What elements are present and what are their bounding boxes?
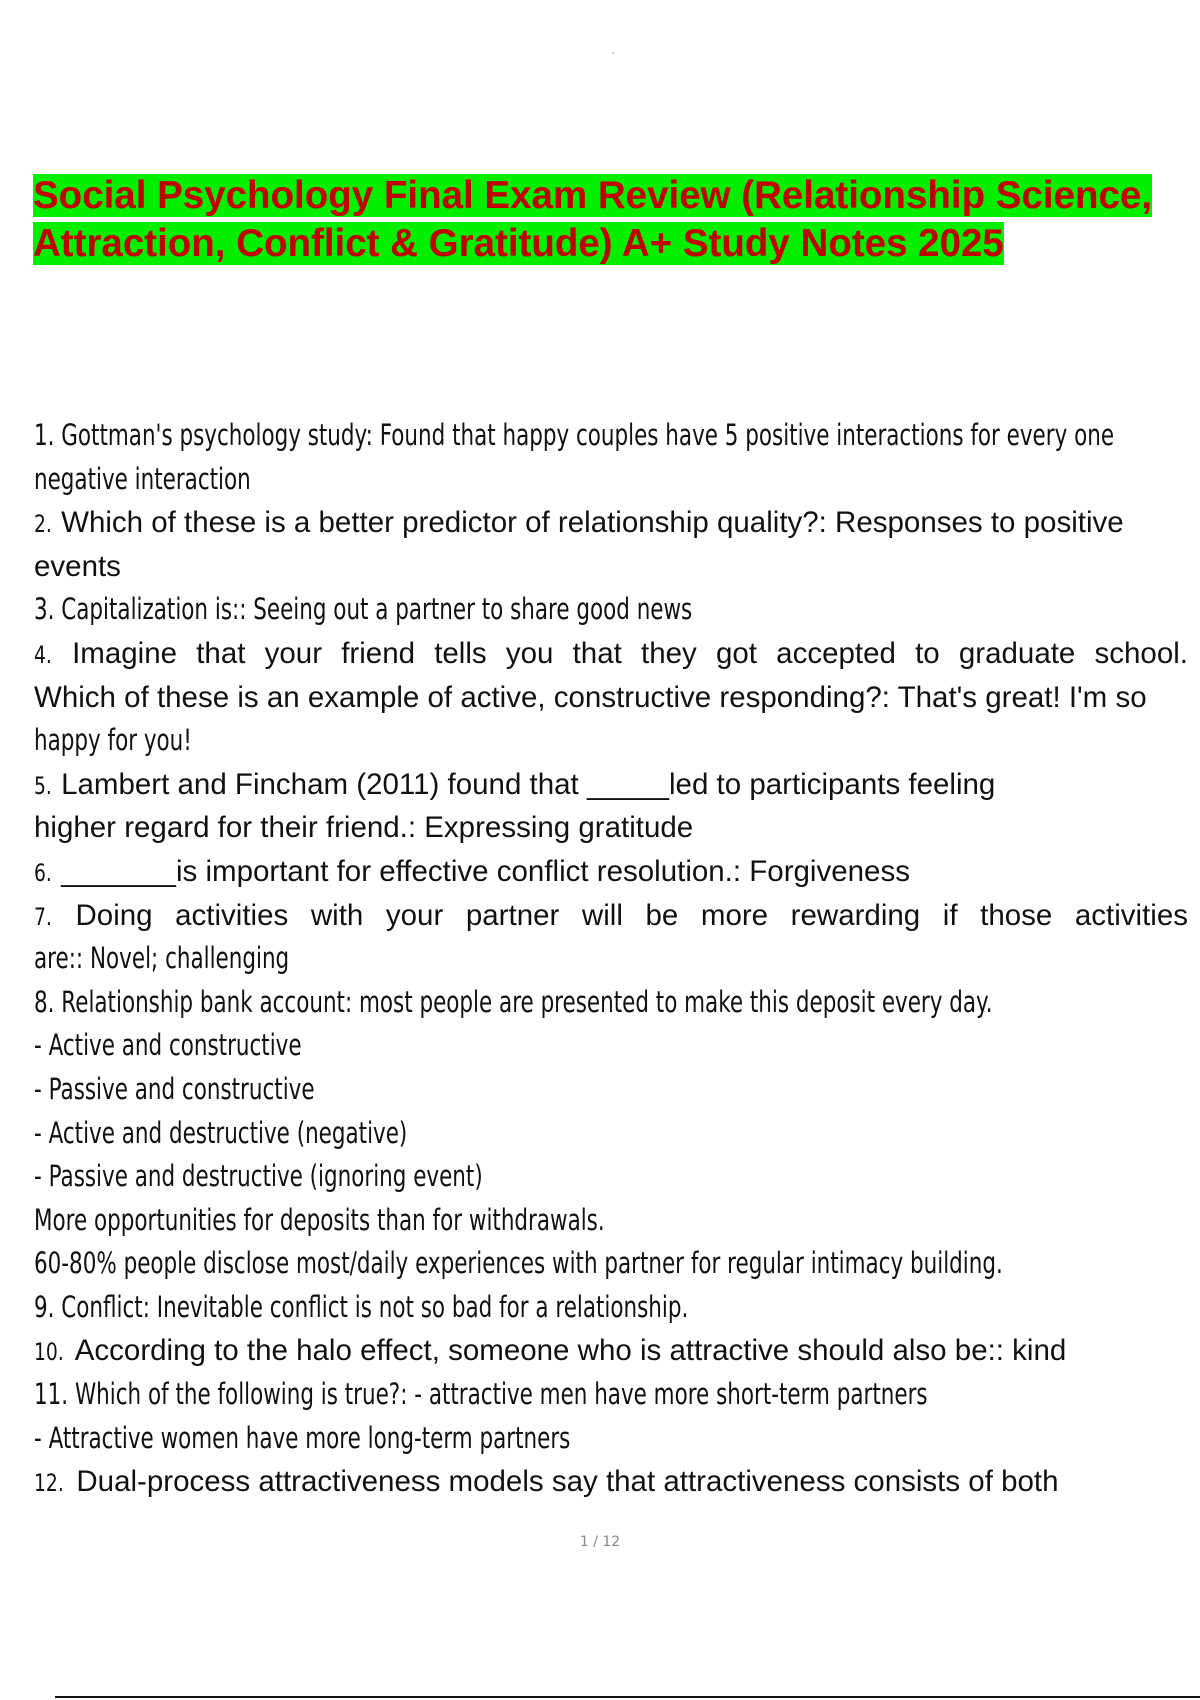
note-line: 1. Gottman's psychology study: Found that happy couples have 5 positive interactions for every one: [34, 418, 1115, 452]
note-line: - Passive and constructive: [34, 1071, 315, 1106]
document-title: [33, 172, 1193, 268]
notes-body: [34, 414, 1200, 1504]
note-line: 11. Which of the following is true?: - attractive men have more short-term partners: [34, 1377, 928, 1412]
note-line: 8. Relationship bank account: most people are presented to make this deposit every day.: [34, 984, 993, 1019]
page-speck: [612, 52, 614, 54]
title-highlight: Social Psychology Final Exam Review (Relationship Science, Attraction, Conflict & Gratitude) A+ Study Notes 2025: [33, 174, 1153, 265]
note-line: happy for you!: [34, 723, 192, 758]
note-line: - Attractive women have more long-term partners: [34, 1420, 571, 1455]
page-number: 1 / 12: [579, 1534, 621, 1550]
note-line: 4. Imagine that your friend tells you that they got accepted to graduate school.: [34, 636, 1188, 670]
note-line: events: [34, 549, 121, 583]
note-line: 2. Which of these is a better predictor of relationship quality?: Responses to positive: [34, 506, 1124, 540]
note-line: negative interaction: [34, 461, 251, 496]
note-line: - Active and constructive: [34, 1028, 302, 1063]
note-line: 10. According to the halo effect, someone who is attractive should also be:: kind: [34, 1334, 1067, 1368]
note-line: - Passive and destructive (ignoring event): [34, 1159, 483, 1194]
note-line: are:: Novel; challenging: [34, 941, 290, 976]
note-line: - Active and destructive (negative): [34, 1115, 408, 1150]
note-line: higher regard for their friend.: Expressing gratitude: [34, 811, 694, 845]
page-bottom-rule: [55, 1696, 1200, 1698]
note-line: 7. Doing activities with your partner will be more rewarding if those activities: [34, 898, 1188, 932]
note-line: Which of these is an example of active, constructive responding?: That's great! I'm so: [34, 680, 1147, 714]
note-line: More opportunities for deposits than for withdrawals.: [34, 1202, 605, 1237]
note-line: 12. Dual-process attractiveness models say that attractiveness consists of both: [34, 1465, 1059, 1499]
note-line: 5. Lambert and Fincham (2011) found that _____led to participants feeling: [34, 767, 996, 801]
note-line: 60-80% people disclose most/daily experiences with partner for regular intimacy building.: [34, 1246, 1003, 1281]
note-line: 3. Capitalization is:: Seeing out a partner to share good news: [34, 592, 693, 627]
note-line: 9. Conflict: Inevitable conflict is not so bad for a relationship.: [34, 1289, 689, 1324]
note-line: 6. _______is important for effective conflict resolution.: Forgiveness: [34, 854, 910, 888]
